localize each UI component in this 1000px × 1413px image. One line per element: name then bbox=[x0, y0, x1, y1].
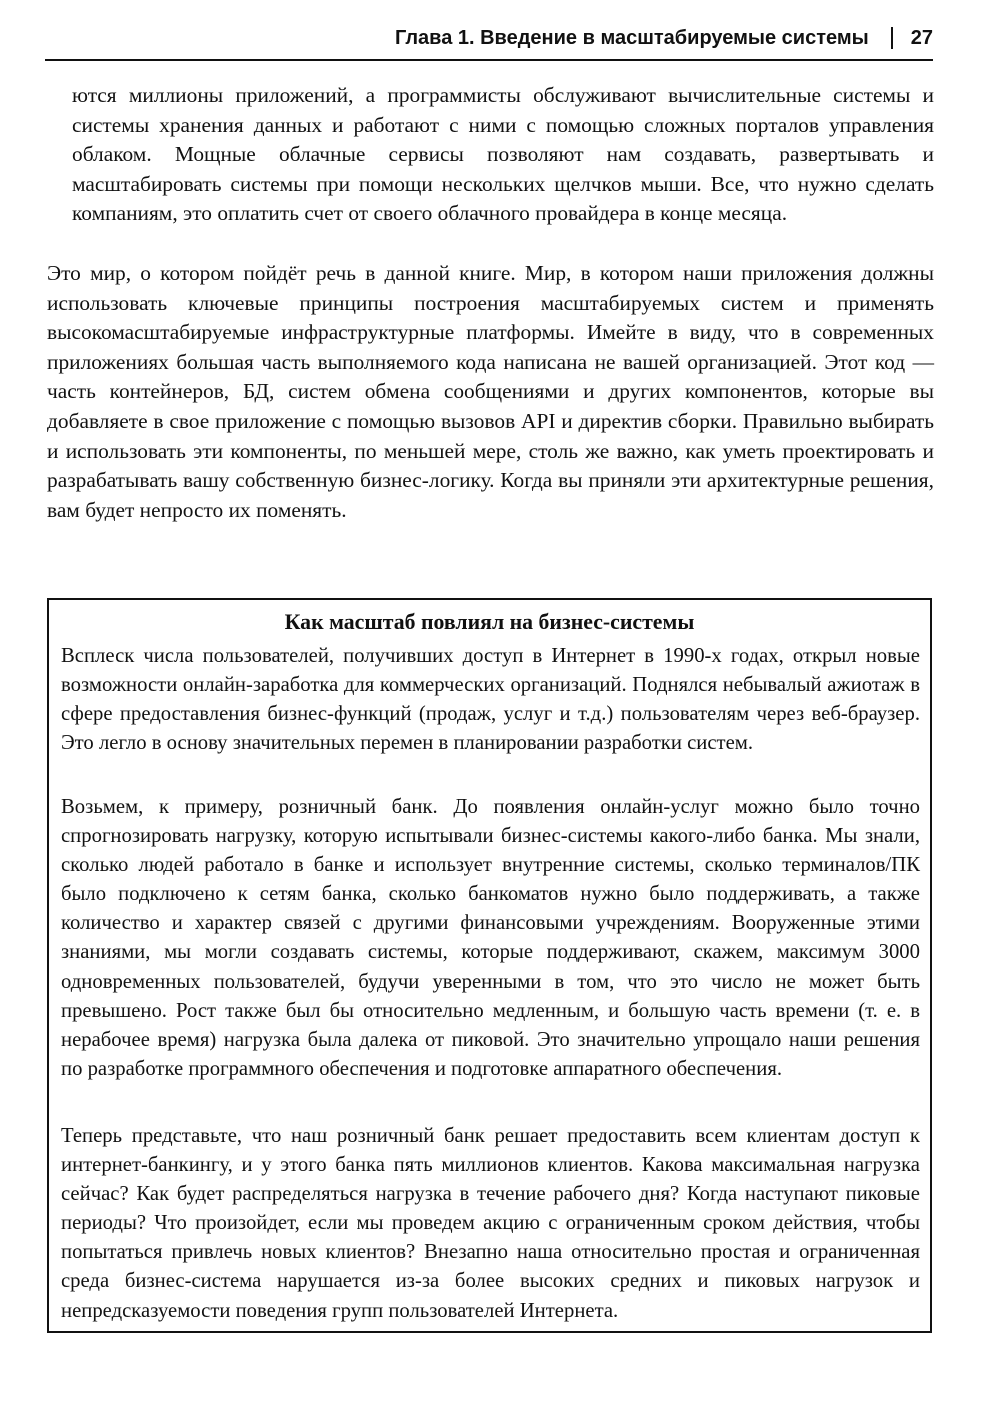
chapter-title: Глава 1. Введение в масштабируемые системы bbox=[395, 26, 869, 49]
header-separator bbox=[891, 27, 893, 49]
intro-paragraph: ются миллионы приложений, а программисты обслуживают вычислительные системы и системы хранения данных и работают с ними с помощью сложных порталов управления облаком. Мощные облачные сервисы позволяют нам создавать, развертывать и масштабировать системы при помощи нескольких щелчков мыши. Все, что нужно сделать компаниям, это оплатить счет от своего облачного провайдера в конце месяца. bbox=[72, 83, 934, 226]
sidebar-box bbox=[47, 598, 932, 1333]
sidebar-title: Как масштаб повлиял на бизнес-системы bbox=[284, 610, 695, 634]
main-paragraph: Это мир, о котором пойдёт речь в данной книге. Мир, в котором наши приложения должны использовать ключевые принципы построения масштабируемых систем и применять высокомасштабируемые инфраструктурные платформы. Имейте в виду, что в современных приложениях большая часть выполняемого кода написана не вашей организацией. Этот код — часть контейнеров, БД, систем обмена сообщениями и других компонентов, которые вы добавляете в свое приложение с помощью вызовов API и директив сборки. Правильно выбирать и использовать эти компоненты, по меньшей мере, столь же важно, как уметь проектировать и разрабатывать вашу собственную бизнес-логику. Когда вы приняли эти архитектурные решения, вам будет непросто их поменять. bbox=[47, 261, 934, 522]
running-header bbox=[45, 22, 933, 54]
page-number: 27 bbox=[910, 26, 933, 49]
header-rule bbox=[45, 59, 933, 61]
sidebar-paragraph: Всплеск числа пользователей, получивших доступ в Интернет в 1990-х годах, открыл новые возможности онлайн-заработка для коммерческих организаций. Поднялся небывалый ажиотаж в сфере предоставления бизнес-функций (продаж, услуг и т.д.) пользователям через веб-браузер. Это легло в основу значительных перемен в планировании разработки систем. bbox=[61, 645, 920, 755]
sidebar-paragraph: Возьмем, к примеру, розничный банк. До появления онлайн-услуг можно было точно спрогнозировать нагрузку, которую испытывали бизнес-системы какого-либо банка. Мы знали, сколько людей работало в банке и использует внутренние системы, сколько терминалов/ПК было подключено к сетям банка, сколько банкоматов нужно было поддерживать, а также количество и характер связей с другими финансовыми учреждениям. Вооруженные этими знаниями, мы могли создавать системы, которые поддерживают, скажем, максимум 3000 одновременных пользователей, будучи уверенными в том, что это число не может быть превышено. Рост также был бы относительно медленным, и большую часть времени (т. е. в нерабочее время) нагрузка была далека от пиковой. Это значительно упрощало наши решения по разработке программного обеспечения и подготовке аппаратного обеспечения. bbox=[61, 796, 920, 1080]
sidebar-paragraph: Теперь представьте, что наш розничный банк решает предоставить всем клиентам доступ к интернет-банкингу, и у этого банка пять миллионов клиентов. Какова максимальная нагрузка сейчас? Как будет распределяться нагрузка в течение рабочего дня? Когда наступают пиковые периоды? Что произойдет, если мы проведем акцию с ограниченным сроком действия, чтобы попытаться привлечь новых клиентов? Внезапно наша относительно простая и ограниченная среда бизнес-система нарушается из-за более высоких средних и пиковых нагрузок и непредсказуемости поведения групп пользователей Интернета. bbox=[61, 1125, 920, 1322]
